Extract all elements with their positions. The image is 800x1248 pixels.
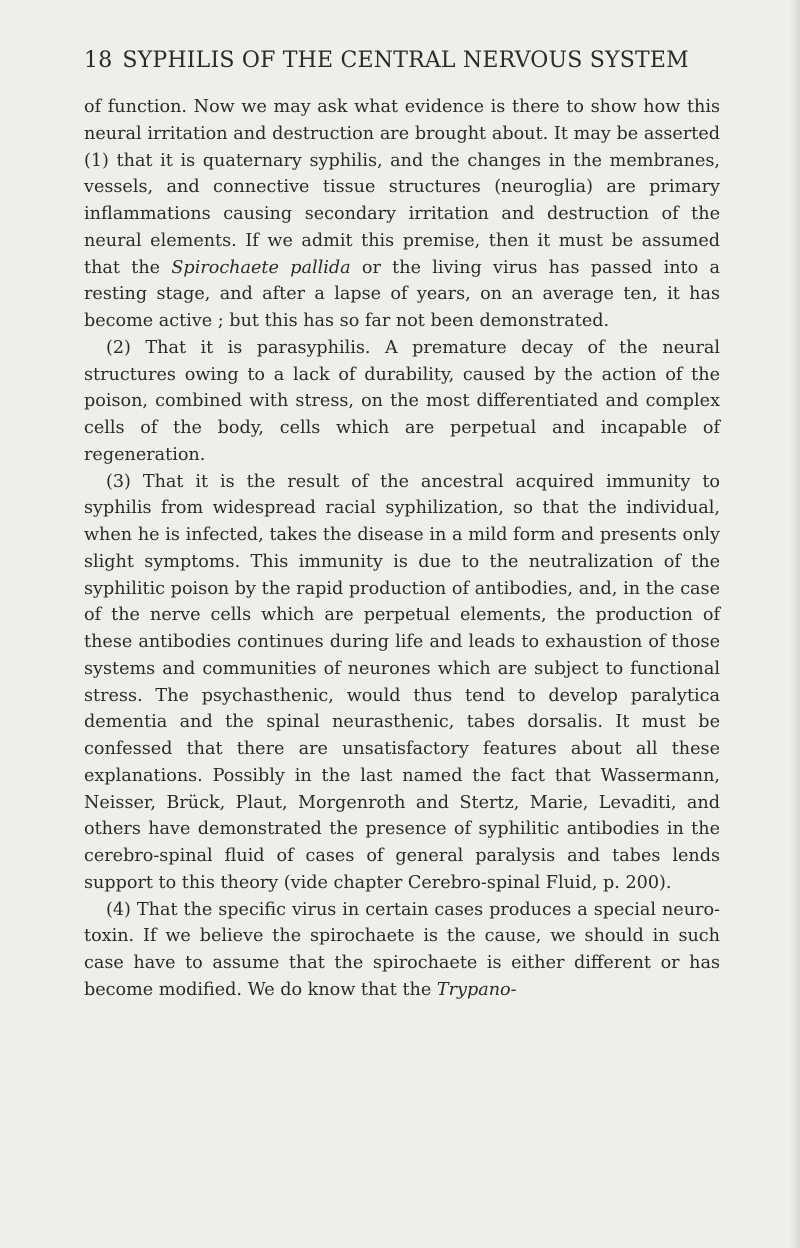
page-number: 18	[84, 48, 113, 73]
running-header	[84, 47, 724, 75]
running-title: SYPHILIS OF THE CENTRAL NERVOUS SYSTEM	[122, 48, 689, 73]
paragraph-neurotoxin	[84, 897, 720, 1004]
paragraph-continuation	[84, 94, 720, 335]
paragraph-immunity: (3) That it is the result of the ancestral acquired immunity to syphilis from widespread racial syphilization, so that the individual, when he is infected, takes the disease in a mild form and presents only slight symptoms. This immunity is due to the neutralization of the syphilitic poison by the rapid production of antibodies, and, in the case of the nerve cells which are perpetual elements, the production of these antibodies continues during life and leads to exhaustion of those systems and communities of neurones which are subject to functional stress. The psychasthenic, would thus tend to develop paralytica dementia and the spinal neurasthenic, tabes dorsalis. It must be confessed that there are unsatisfactory features about all these explanations. Possibly in the last named the fact that Wassermann, Neisser, Brück, Plaut, Morgenroth and Stertz, Marie, Levaditi, and others have demonstrated the presence of syphilitic antibodies in the cerebro-spinal fluid of cases of general paralysis and tabes lends support to this theory (vide chapter Cerebro-spinal Fluid, p. 200).	[84, 471, 720, 893]
species-name: Spirochaete pallida	[171, 257, 351, 278]
paragraph-text: of function. Now we may ask what evidence is there to show how this neural irritation and destruction are brought about. It may be asserted (1) that it is quaternary syphilis, and the changes in the membranes, vessels, and connective tissue structures (neuroglia) are primary inflammations causing secondary irritation and destruction of the neural elements. If we admit this premise, then it must be assumed that the	[84, 97, 720, 278]
paragraph-text: (4) That the specific virus in certain cases produces a special neuro-toxin. If we believe the spirochaete is the cause, we should in such case have to assume that the spirochaete is either different or has become modified. We do know that the	[84, 899, 720, 1000]
paragraph-text: or the living virus has passed into a resting stage, and after a lapse of years, on an average ten, it has become active ; but this has so far not been demonstrated.	[84, 257, 720, 331]
body-text	[84, 94, 720, 1004]
paragraph-parasyphilis: (2) That it is parasyphilis. A premature decay of the neural structures owing to a lack of durability, caused by the action of the poison, combined with stress, on the most differentiated and complex cells of the body, cells which are perpetual and incapable of regeneration.	[84, 337, 720, 465]
page-edge-shadow	[790, 0, 800, 1248]
species-name: Trypano-	[436, 979, 517, 1000]
